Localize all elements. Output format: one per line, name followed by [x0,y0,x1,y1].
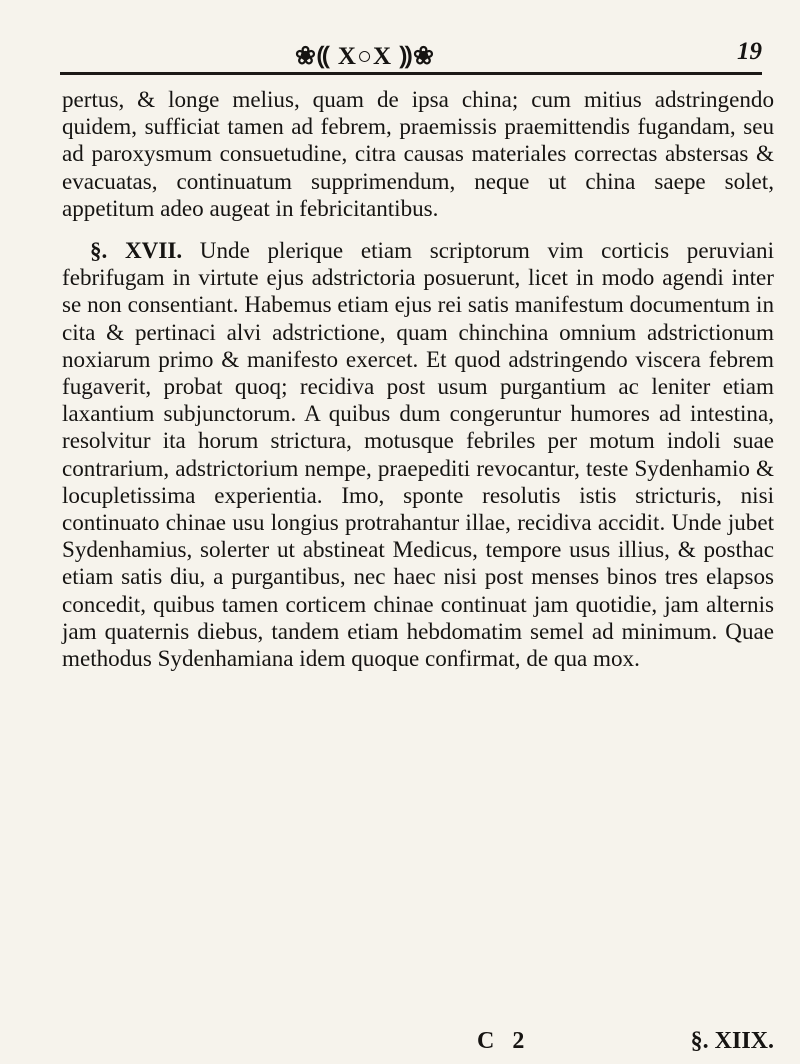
page-header [60,36,762,82]
paragraph-1: pertus, & longe melius, quam de ipsa china; cum mitius adstringendo quidem, sufficiat tamen ad febrem, praemissis praemittendis fugandam, seu ad paroxysmum consuetudine, citra causas materiales correctas abstersas & evacuatas, continuatum supprimendum, neque ut china saepe solet, appetitum adeo augeat in febricitantibus. [62,86,774,221]
page-number: 19 [737,38,762,65]
paragraph-2 [62,237,774,672]
header-rule [60,72,762,75]
main-text [62,86,774,672]
catchword: §. XIIX. [690,1028,774,1054]
paragraph-2-text: Unde plerique etiam scriptorum vim corticis peruviani febrifugam in virtute ejus adstrictoria posuerunt, licet in modo agendi inter se non consentiant. Habemus etiam ejus rei satis manifestum documentum in cita & pertinaci alvi adstrictione, quam chinchina omnium adstrictionum noxiarum primo & manifesto exercet. Et quod adstringendo viscera febrem fugaverit, probat quoq; recidiva post usum purgantium ac leniter etiam laxantium subjunctorum. A quibus dum congeruntur humores ad intestina, resolvitur ita horum strictura, motusque febriles per motum indoli suae contrarium, adstrictorium nempe, praepediti revocantur, teste Sydenhamio & locupletissima experientia. Imo, sponte resolutis istis stricturis, nisi continuato chinae usu longius protrahantur illae, recidiva accidit. Unde jubet Sydenhamius, solerter ut abstineat Medicus, tempore usus illius, & posthac etiam satis diu, a purgantibus, nec haec nisi post menses binos tres elapsos concedit, quibus tamen corticem chinae continuat jam quotidie, jam alternis jam quaternis diebus, tandem etiam hebdomatim semel ad minimum. Quae methodus Sydenhamiana idem quoque confirmat, de qua mox. [62,237,774,672]
header-ornament: ❀⸨ X○X ⸩❀ [295,43,436,70]
page-footer [62,1028,774,1058]
signature-mark: C 2 [477,1028,531,1054]
section-mark: §. XVII. [90,237,183,264]
